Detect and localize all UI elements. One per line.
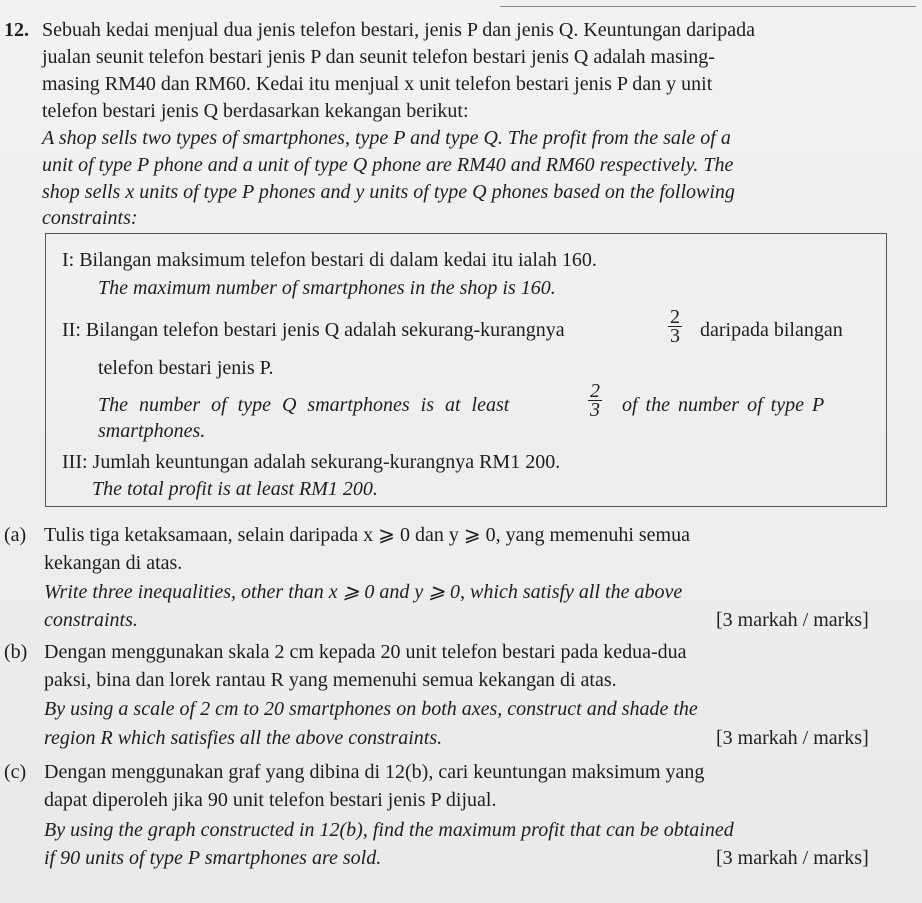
intro-en-line-3: shop sells x units of type P phones and y units of type Q phones based on the following	[42, 181, 735, 203]
part-b-en-line-1: By using a scale of 2 cm to 20 smartphones on both axes, construct and shade the	[44, 698, 698, 720]
intro-en-line-4: constraints:	[42, 207, 138, 229]
intro-en-line-2: unit of type P phone and a unit of type Q phone are RM40 and RM60 respectively. The	[42, 154, 734, 176]
part-b-ms-line-2: paksi, bina dan lorek rantau R yang memenuhi semua kekangan di atas.	[44, 669, 617, 691]
constraint-2-en-b: of the number of type P	[622, 394, 825, 416]
constraint-2-en-a: The number of type Q smartphones is at least	[98, 394, 510, 416]
fraction-numerator: 2	[590, 380, 600, 402]
part-a-marks: [3 markah / marks]	[716, 609, 869, 631]
constraint-3-ms: III: Jumlah keuntungan adalah sekurang-kurangnya RM1 200.	[62, 451, 561, 473]
part-b-en-line-2: region R which satisfies all the above constraints.	[44, 727, 443, 749]
intro-ms-line-2: jualan seunit telefon bestari jenis P dan seunit telefon bestari jenis Q adalah masing-	[42, 46, 715, 68]
part-b-ms-line-1: Dengan menggunakan skala 2 cm kepada 20 unit telefon bestari pada kedua-dua	[44, 641, 687, 663]
part-a-en-line-2: constraints.	[44, 609, 138, 631]
part-c-ms-line-1: Dengan menggunakan graf yang dibina di 12(b), cari keuntungan maksimum yang	[44, 761, 705, 783]
constraint-2-fraction-en	[588, 382, 602, 419]
intro-ms-line-1: Sebuah kedai menjual dua jenis telefon bestari, jenis P dan jenis Q. Keuntungan daripada	[42, 19, 755, 41]
part-b-label: (b)	[4, 641, 28, 663]
part-b-marks: [3 markah / marks]	[716, 727, 869, 749]
constraint-2-en-c: smartphones.	[98, 420, 206, 442]
fraction-numerator: 2	[670, 306, 680, 328]
part-c-en-line-1: By using the graph constructed in 12(b), find the maximum profit that can be obtained	[44, 819, 734, 841]
question-number: 12.	[4, 19, 29, 41]
part-c-en-line-2: if 90 units of type P smartphones are sold.	[44, 847, 382, 869]
constraint-1-en: The maximum number of smartphones in the shop is 160.	[98, 277, 556, 299]
constraint-3-en: The total profit is at least RM1 200.	[92, 478, 378, 500]
part-a-label: (a)	[4, 524, 27, 546]
constraint-2-fraction-ms	[668, 308, 682, 345]
fraction-denominator: 3	[590, 399, 600, 421]
part-c-ms-line-2: dapat diperoleh jika 90 unit telefon bestari jenis P dijual.	[44, 789, 497, 811]
top-rule	[500, 6, 916, 7]
constraint-2-ms-a: II: Bilangan telefon bestari jenis Q adalah sekurang-kurangnya	[62, 319, 565, 341]
fraction-denominator: 3	[670, 325, 680, 347]
part-c-label: (c)	[4, 761, 27, 783]
part-a-ms-line-1: Tulis tiga ketaksamaan, selain daripada x ⩾ 0 dan y ⩾ 0, yang memenuhi semua	[44, 524, 690, 546]
constraint-2-ms-b: daripada bilangan	[700, 319, 843, 341]
constraint-2-ms-c: telefon bestari jenis P.	[98, 357, 274, 379]
intro-en-line-1: A shop sells two types of smartphones, type P and type Q. The profit from the sale of a	[42, 127, 731, 149]
intro-ms-line-3: masing RM40 dan RM60. Kedai itu menjual x unit telefon bestari jenis P dan y unit	[42, 73, 713, 95]
constraint-1-ms: I: Bilangan maksimum telefon bestari di dalam kedai itu ialah 160.	[62, 249, 597, 271]
part-a-en-line-1: Write three inequalities, other than x ⩾ 0 and y ⩾ 0, which satisfy all the above	[44, 581, 683, 603]
part-c-marks: [3 markah / marks]	[716, 847, 869, 869]
part-a-ms-line-2: kekangan di atas.	[44, 552, 183, 574]
intro-ms-line-4: telefon bestari jenis Q berdasarkan kekangan berikut:	[42, 100, 469, 122]
